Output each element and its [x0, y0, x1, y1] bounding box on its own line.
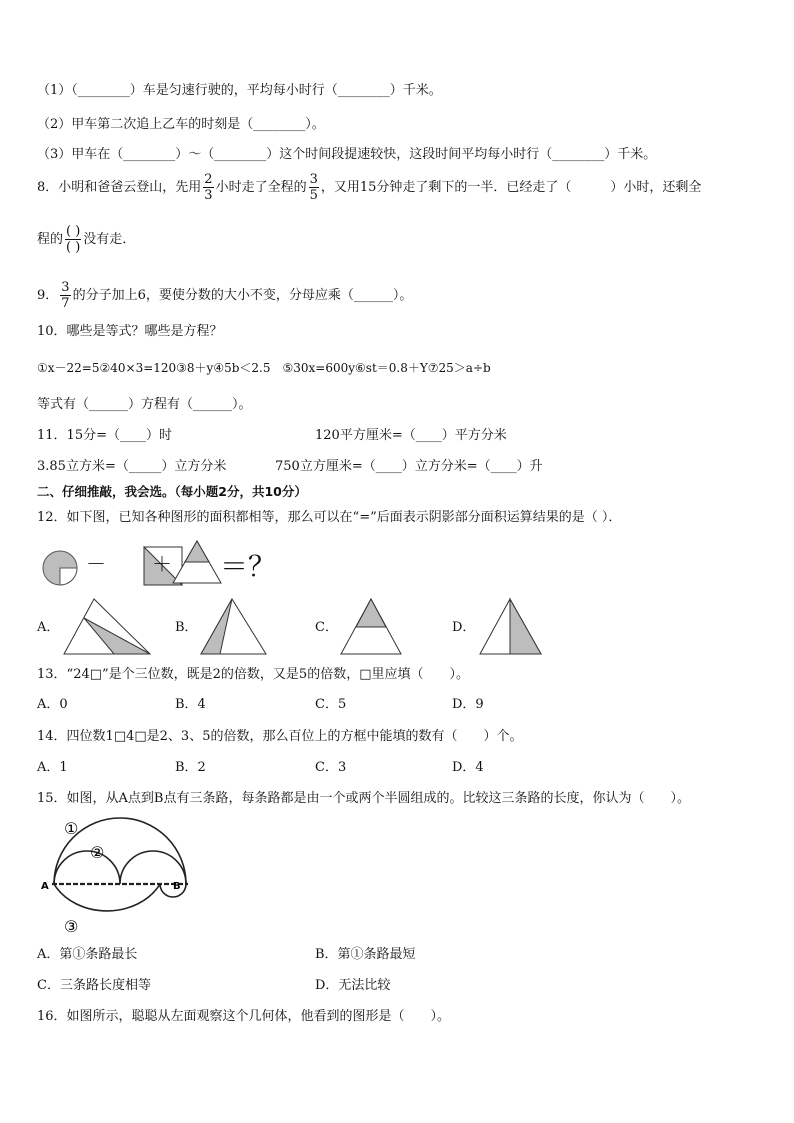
q14-option-a[interactable]: A．1	[37, 760, 68, 775]
q7-line2: （2）甲车第二次追上乙车的时刻是（________）。	[37, 117, 325, 132]
q13-option-a[interactable]: A．0	[37, 697, 68, 712]
q15-option-b[interactable]: B．第①条路最短	[315, 947, 416, 962]
q15-option-a[interactable]: A．第①条路最长	[37, 947, 138, 962]
q15-option-d[interactable]: D．无法比较	[315, 978, 391, 993]
q16-text: 16．如图所示，聪聪从左面观察这个几何体，他看到的图形是（ ）。	[37, 1009, 451, 1024]
fraction-3-5: $\frac{3}{5}$	[309, 172, 318, 203]
section-heading: 二、仔细推敲，我会选。（每小题2分，共10分）	[37, 484, 307, 499]
q15-semicircle-figure	[40, 818, 190, 936]
path-3	[54, 884, 160, 911]
q10-items: ①x－22=5②40×3=120③8＋y④5b＜2.5 ⑤30x=600y⑥st＝0.8＋Y⑦25＞a÷b	[37, 361, 491, 375]
q10-title: 10．哪些是等式？哪些是方程？	[37, 324, 223, 339]
q7-line3: （3）甲车在（________）～（________）这个时间段提速较快，这段时间平均每小时行（________）千米。	[37, 147, 657, 162]
point-a-label: A	[41, 881, 49, 892]
q13-option-c[interactable]: C．5	[315, 697, 347, 712]
path-2	[54, 851, 186, 884]
q13-text: 13．“24□”是个三位数，既是2的倍数，又是5的倍数，□里应填（ ）。	[37, 667, 469, 682]
q15-option-c[interactable]: C．三条路长度相等	[37, 978, 151, 993]
path-1-label: ①	[64, 819, 79, 838]
q11-a: 11．15分=（____）时	[37, 428, 172, 443]
point-b-label: B	[173, 881, 181, 892]
q12-option-d-figure[interactable]	[478, 598, 544, 656]
q13-option-d[interactable]: D．9	[452, 697, 484, 712]
q12-option-d-label[interactable]: D．	[452, 620, 476, 635]
q12-text: 12．如下图，已知各种图形的面积都相等，那么可以在“=”后面表示阴影部分面积运算结果的是（ ）．	[37, 510, 622, 525]
q7-line1: （1）（________）车是匀速行驶的，平均每小时行（________）千米。	[37, 83, 442, 98]
q14-option-d[interactable]: D．4	[452, 760, 484, 775]
triangle-shaded-top	[185, 541, 209, 562]
q12-option-a-figure[interactable]	[62, 598, 152, 656]
q11-c: 3.85立方米=（_____）立方分米	[37, 459, 227, 474]
q15-text: 15．如图，从A点到B点有三条路，每条路都是由一个或两个半圆组成的。比较这三条路的长度，你认为（ ）。	[37, 791, 690, 806]
q12-option-c-figure[interactable]	[340, 598, 404, 656]
q14-option-c[interactable]: C．3	[315, 760, 347, 775]
q8-line2: 程的 $\frac{( )}{( )}$ 没有走．	[37, 224, 136, 255]
plus-sign: ＋	[152, 552, 172, 576]
circle-unshaded-quarter	[60, 568, 77, 585]
fraction-3-7: $\frac{3}{7}$	[61, 280, 70, 311]
q10-answer: 等式有（______）方程有（______）。	[37, 397, 252, 412]
q9-line: 9． $\frac{3}{7}$ 的分子加上6，要使分数的大小不变，分母应乘（______）。	[37, 280, 413, 311]
q8-line1: 8．小明和爸爸云登山，先用 $\frac{2}{3}$ 小时走了全程的 $\frac{3}{5}$ ，又用15分钟走了剩下的一半．已经走了（ ）小时，还剩全	[37, 172, 702, 203]
path-3-label: ③	[64, 917, 79, 936]
q12-option-b-label[interactable]: B．	[175, 620, 198, 635]
q12-option-c-label[interactable]: C．	[315, 620, 338, 635]
equals-question: ＝？	[220, 550, 277, 583]
q12-option-a-label[interactable]: A．	[37, 620, 60, 635]
q14-option-b[interactable]: B．2	[175, 760, 206, 775]
shaded-region	[356, 599, 386, 627]
shaded-region	[510, 599, 541, 654]
minus-sign: －	[86, 552, 106, 576]
q14-text: 14．四位数1□4□是2、3、5的倍数，那么百位上的方框中能填的数有（ ）个。	[37, 729, 523, 744]
q12-option-b-figure[interactable]	[200, 598, 268, 656]
path-2-label: ②	[90, 843, 105, 862]
q13-option-b[interactable]: B．4	[175, 697, 206, 712]
q11-d: 750立方厘米=（____）立方分米=（____）升	[275, 459, 543, 474]
fraction-2-3: $\frac{2}{3}$	[204, 172, 213, 203]
fraction-blank: $\frac{( )}{( )}$	[66, 224, 81, 255]
q11-b: 120平方厘米=（____）平方分米	[315, 428, 507, 443]
